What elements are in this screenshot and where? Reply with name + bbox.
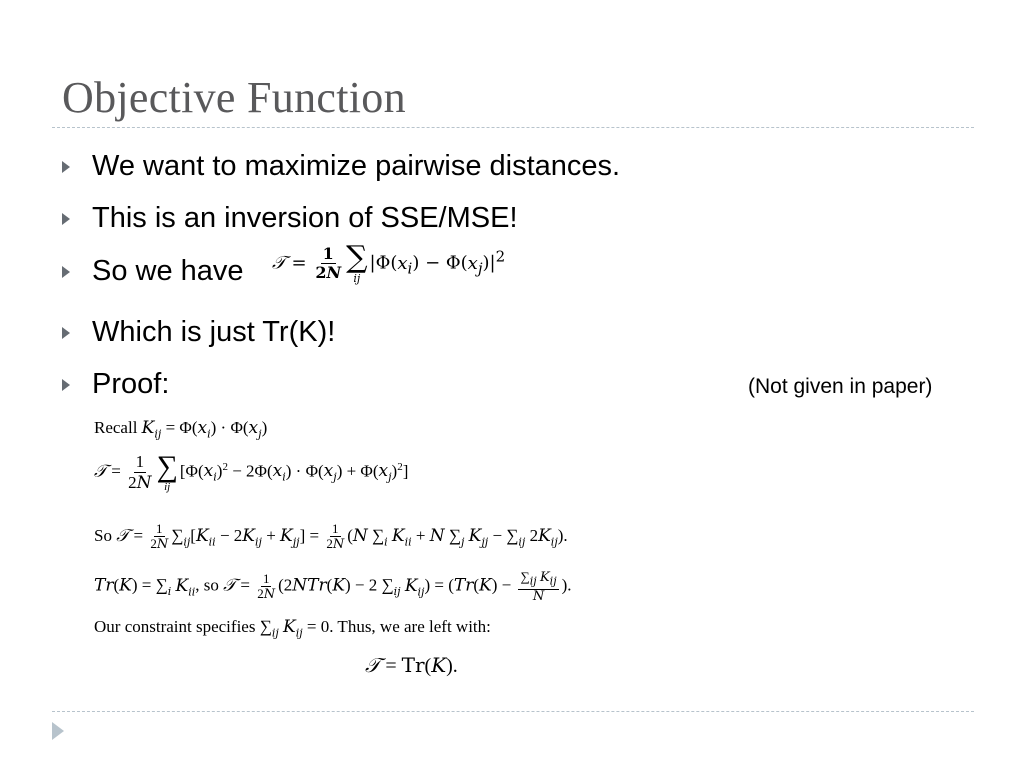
slide-title: Objective Function [62, 73, 406, 122]
recall-word: Recall [94, 418, 138, 437]
so-lower-word: , so [195, 575, 219, 595]
bullet-text: This is an inversion of SSE/MSE! [92, 202, 518, 234]
so-word: So [94, 525, 112, 545]
bullet-text: We want to maximize pairwise distances. [92, 150, 621, 182]
triangle-right-icon [62, 327, 70, 339]
proof-line-recall: Recall $K_{ij} = \Phi(x_i) \cdot \Phi(x_j)$ [94, 418, 268, 441]
proof-conclusion: 𝒯 = Tr(K). [365, 653, 458, 677]
bullet-text: Which is just Tr(K)! [92, 316, 336, 348]
constraint-tail: = 0. Thus, we are left with: [306, 617, 491, 636]
proof-line-trace: $Tr(K) = \sum_i$ $K_{ii}$, so 𝒯 = $\frac{1}{2N}$ (2NTr(K) − 2 $\sum_{ij}$ $K_{ij}) = (Tr(K)$ − $\frac{\sum_{ij} K_{ij}}{N}$ ). [94, 569, 572, 604]
triangle-right-icon [62, 266, 70, 278]
objective-formula: 𝒯 = $\frac{1}{2N}$ ∑ ij $|\Phi(x_i) - \Phi(x_j)|^2$ [272, 240, 506, 285]
triangle-right-icon [62, 379, 70, 391]
triangle-right-icon [62, 213, 70, 225]
triangle-right-icon [62, 161, 70, 173]
proof-line-kernel: So 𝒯 = $\frac{1}{2N}$ $\sum_{ij}[K_{ii} - 2K_{ij} + K_{jj}]$ = $\frac{1}{2N}$ (N $\sum_i$ $K_{ii} + N$ $\sum_j$ $K_{jj} - \sum_{ij}$ $2K_{ij}$). [94, 521, 568, 552]
bullet-text: Proof: [92, 368, 170, 400]
side-note: (Not given in paper) [748, 375, 933, 398]
footer-divider [52, 711, 974, 712]
constraint-text: Our constraint specifies [94, 617, 256, 636]
play-arrow-icon[interactable] [52, 722, 64, 740]
proof-line-expansion: 𝒯 = $\frac{1}{2N}$ ∑ ij $[\Phi(x_i)^2 - 2\Phi(x_i) \cdot \Phi(x_j) + \Phi(x_j)^2]$ [94, 450, 409, 493]
title-divider [52, 127, 974, 128]
bullet-text: So we have [92, 255, 244, 287]
proof-line-constraint: Our constraint specifies $\sum_{ij}$ $K_{ij} = 0$. Thus, we are left with: [94, 617, 491, 640]
